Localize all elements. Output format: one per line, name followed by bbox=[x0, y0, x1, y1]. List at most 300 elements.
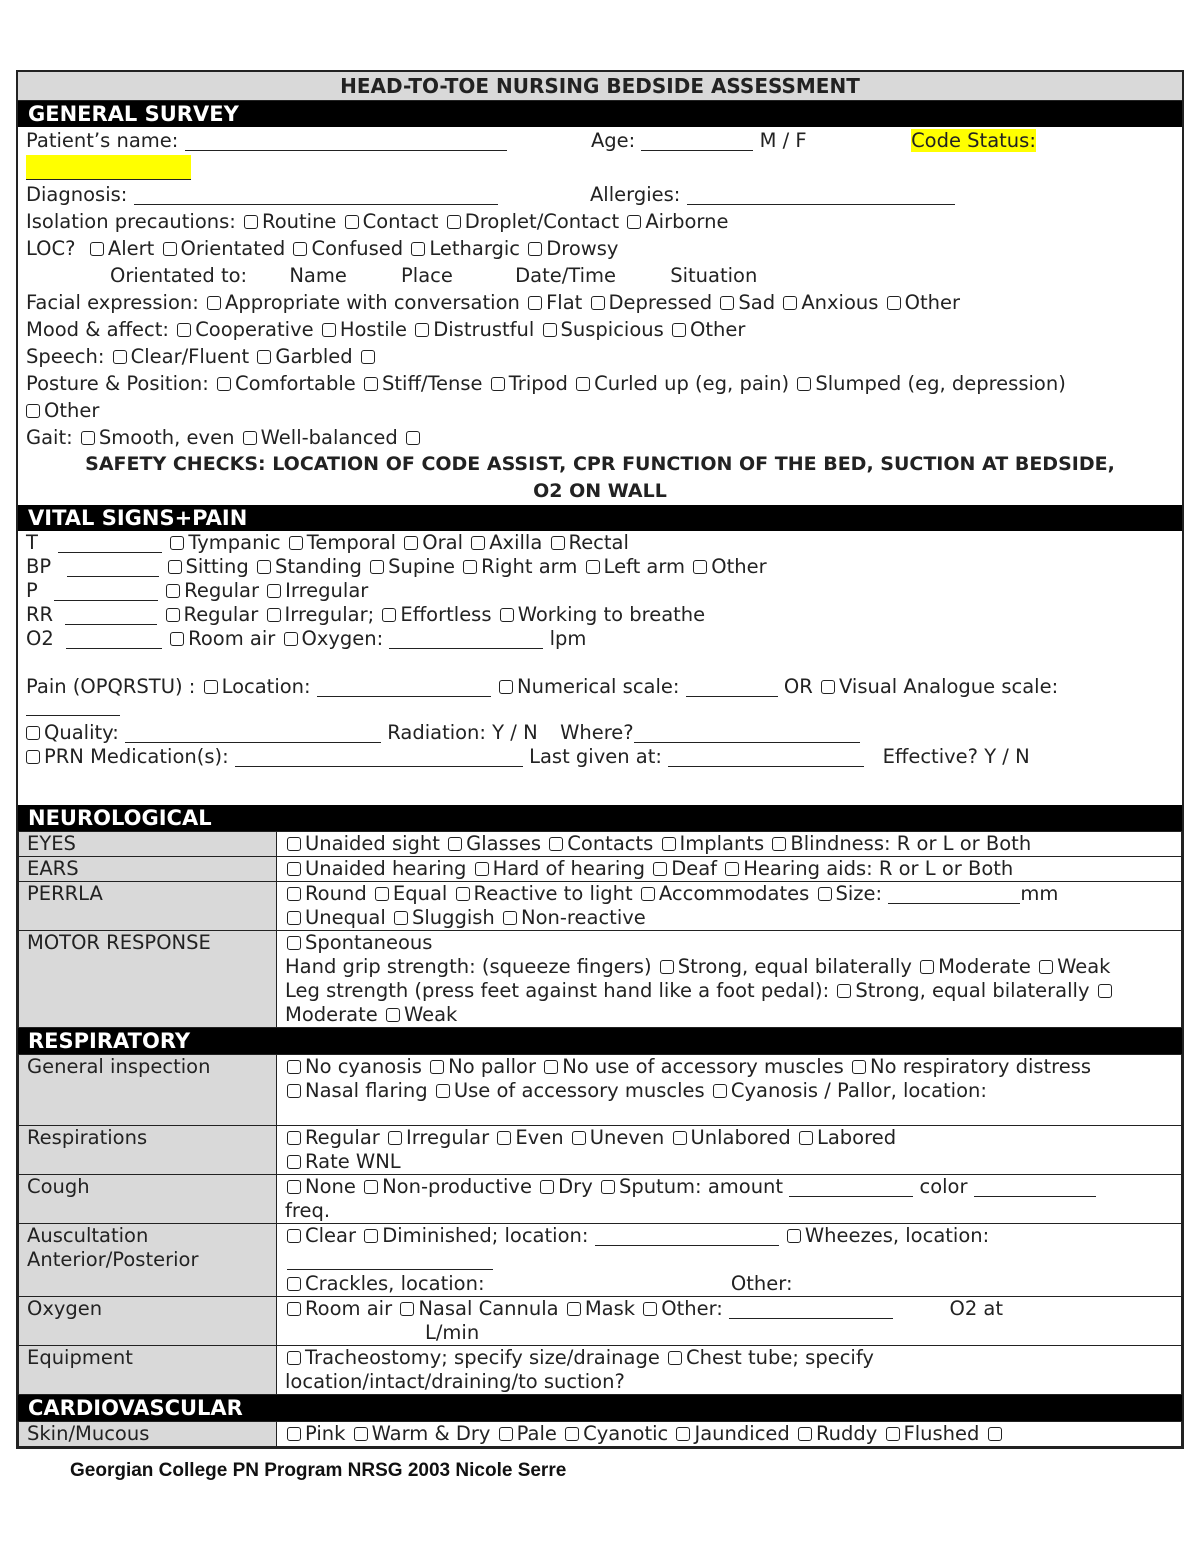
option-label: Even bbox=[515, 1126, 564, 1149]
equipment-label: Equipment bbox=[19, 1346, 277, 1395]
option-label: Regular bbox=[183, 603, 259, 626]
speech-row bbox=[26, 343, 1174, 370]
posture-row bbox=[26, 370, 1174, 397]
option-label: No cyanosis bbox=[305, 1055, 422, 1078]
table-row bbox=[19, 857, 1182, 882]
option-label: Round bbox=[305, 882, 367, 905]
checkbox[interactable] bbox=[204, 680, 218, 694]
checkbox[interactable] bbox=[217, 377, 231, 391]
checkbox[interactable] bbox=[364, 377, 378, 391]
checkbox[interactable] bbox=[400, 1302, 414, 1316]
option-label: Routine bbox=[262, 210, 337, 233]
prn-row bbox=[26, 745, 1174, 769]
option-label: Slumped (eg, depression) bbox=[815, 372, 1066, 395]
cough-label: Cough bbox=[19, 1175, 277, 1224]
checkbox[interactable] bbox=[886, 1427, 900, 1441]
checkbox[interactable] bbox=[660, 960, 674, 974]
checkbox[interactable] bbox=[565, 1427, 579, 1441]
checkbox[interactable] bbox=[163, 242, 177, 256]
pain-location-field[interactable] bbox=[317, 676, 491, 697]
option-label: Use of accessory muscles bbox=[453, 1079, 705, 1102]
facial-row bbox=[26, 289, 1174, 316]
auscultation-label-1: Auscultation bbox=[27, 1224, 149, 1247]
checkbox[interactable] bbox=[293, 242, 307, 256]
checkbox[interactable] bbox=[720, 296, 734, 310]
option-label: Flat bbox=[546, 291, 583, 314]
neuro-table bbox=[18, 831, 1182, 1028]
orient-name[interactable]: Name bbox=[289, 264, 347, 287]
checkbox[interactable] bbox=[244, 215, 258, 229]
checkbox[interactable] bbox=[572, 1131, 586, 1145]
checkbox[interactable] bbox=[818, 887, 832, 901]
diagnosis-row bbox=[26, 181, 1174, 208]
checkbox[interactable] bbox=[267, 608, 281, 622]
checkbox[interactable] bbox=[287, 1155, 301, 1169]
option-label: Hostile bbox=[339, 318, 408, 341]
checkbox[interactable] bbox=[168, 560, 182, 574]
option-label: Other bbox=[904, 291, 960, 314]
respirations-options bbox=[277, 1126, 1182, 1175]
option-label: Airborne bbox=[645, 210, 729, 233]
checkbox[interactable] bbox=[586, 560, 600, 574]
leg-strength-label: Leg strength (press feet against hand like a foot pedal): bbox=[285, 979, 830, 1002]
cough-options bbox=[277, 1175, 1182, 1224]
checkbox[interactable] bbox=[447, 215, 461, 229]
checkbox[interactable] bbox=[544, 1060, 558, 1074]
option-label: Clear/Fluent bbox=[130, 345, 250, 368]
option-label: Droplet/Contact bbox=[464, 210, 620, 233]
sex-field[interactable]: M / F bbox=[759, 129, 807, 152]
auscultation-label-2: Anterior/Posterior bbox=[27, 1248, 199, 1271]
checkbox[interactable] bbox=[499, 1427, 513, 1441]
checkbox[interactable] bbox=[26, 404, 40, 418]
checkbox[interactable] bbox=[783, 296, 797, 310]
checkbox[interactable] bbox=[177, 323, 191, 337]
assessment-form bbox=[16, 70, 1184, 1449]
code-status-label: Code Status: bbox=[911, 129, 1036, 152]
option-label: Room air bbox=[188, 627, 276, 650]
vital-signs-body bbox=[18, 531, 1182, 805]
checkbox[interactable] bbox=[170, 536, 184, 550]
option-label: Jaundiced bbox=[694, 1422, 790, 1445]
option-label: Unequal bbox=[305, 906, 386, 929]
checkbox[interactable] bbox=[837, 984, 851, 998]
checkbox[interactable] bbox=[673, 1131, 687, 1145]
option-label: Dry bbox=[558, 1175, 593, 1198]
perrla-label: PERRLA bbox=[19, 882, 277, 931]
option-label: Cooperative bbox=[195, 318, 314, 341]
option-label: Mask bbox=[584, 1297, 636, 1320]
option-label: Labored bbox=[816, 1126, 897, 1149]
option-label: Crackles, location: bbox=[305, 1272, 485, 1295]
checkbox[interactable] bbox=[406, 431, 420, 445]
age-label: Age: bbox=[590, 129, 636, 152]
checkbox[interactable] bbox=[415, 323, 429, 337]
option-label: No pallor bbox=[448, 1055, 536, 1078]
option-label: Supine bbox=[388, 555, 455, 578]
checkbox[interactable] bbox=[287, 1084, 301, 1098]
checkbox[interactable] bbox=[404, 536, 418, 550]
o2-at-label: O2 at bbox=[949, 1297, 1004, 1320]
checkbox[interactable] bbox=[287, 911, 301, 925]
pulse-row bbox=[26, 579, 1174, 603]
checkbox[interactable] bbox=[243, 431, 257, 445]
checkbox[interactable] bbox=[354, 1427, 368, 1441]
option-label: Regular bbox=[184, 579, 259, 602]
ears-label: EARS bbox=[19, 857, 277, 882]
radiation-field[interactable]: Radiation: Y / N bbox=[387, 721, 538, 744]
checkbox[interactable] bbox=[497, 1131, 511, 1145]
checkbox[interactable] bbox=[772, 837, 786, 851]
option-label: Blindness: R or L or Both bbox=[790, 832, 1032, 855]
sputum-amount-field[interactable] bbox=[789, 1176, 913, 1197]
checkbox[interactable] bbox=[287, 1229, 301, 1243]
checkbox[interactable] bbox=[322, 323, 336, 337]
table-row bbox=[19, 1346, 1182, 1395]
mood-label: Mood & affect: bbox=[26, 318, 169, 341]
checkbox[interactable] bbox=[394, 911, 408, 925]
option-label: Reactive to light bbox=[473, 882, 633, 905]
checkbox[interactable] bbox=[81, 431, 95, 445]
ears-options bbox=[277, 857, 1182, 882]
pupil-size-field[interactable] bbox=[888, 883, 1020, 904]
equipment-line-2: location/intact/draining/to suction? bbox=[285, 1370, 625, 1393]
table-row bbox=[19, 1175, 1182, 1224]
table-row bbox=[19, 832, 1182, 857]
option-label: Well-balanced bbox=[260, 426, 398, 449]
checkbox[interactable] bbox=[289, 536, 303, 550]
option-label: Quality: bbox=[44, 721, 119, 744]
posture-label: Posture & Position: bbox=[26, 372, 209, 395]
checkbox[interactable] bbox=[90, 242, 104, 256]
checkbox[interactable] bbox=[364, 1229, 378, 1243]
or-label: OR bbox=[783, 675, 813, 698]
checkbox[interactable] bbox=[693, 560, 707, 574]
form-title: HEAD-TO-TOE NURSING BEDSIDE ASSESSMENT bbox=[18, 72, 1182, 101]
checkbox[interactable] bbox=[641, 887, 655, 901]
checkbox[interactable] bbox=[345, 215, 359, 229]
checkbox[interactable] bbox=[475, 862, 489, 876]
checkbox[interactable] bbox=[287, 837, 301, 851]
bp-field[interactable] bbox=[67, 556, 159, 577]
checkbox[interactable] bbox=[852, 1060, 866, 1074]
allergies-field[interactable] bbox=[687, 184, 955, 205]
checkbox[interactable] bbox=[113, 350, 127, 364]
checkbox[interactable] bbox=[287, 936, 301, 950]
speech-label: Speech: bbox=[26, 345, 105, 368]
diminished-location-field[interactable] bbox=[595, 1225, 779, 1246]
checkbox[interactable] bbox=[370, 560, 384, 574]
checkbox[interactable] bbox=[166, 608, 180, 622]
bp-row bbox=[26, 555, 1174, 579]
option-label: Weak bbox=[403, 1003, 458, 1026]
checkbox[interactable] bbox=[388, 1131, 402, 1145]
pain-row bbox=[26, 675, 1174, 699]
option-label: Cyanotic bbox=[583, 1422, 669, 1445]
option-label: Wheezes, location: bbox=[804, 1224, 990, 1247]
checkbox[interactable] bbox=[26, 726, 40, 740]
checkbox[interactable] bbox=[797, 377, 811, 391]
rr-field[interactable] bbox=[65, 604, 157, 625]
gait-row bbox=[26, 424, 1174, 451]
checkbox[interactable] bbox=[386, 1008, 400, 1022]
skin-mucous-label: Skin/Mucous bbox=[19, 1422, 277, 1447]
checkbox[interactable] bbox=[364, 1180, 378, 1194]
code-status-row bbox=[26, 154, 1174, 181]
checkbox[interactable] bbox=[257, 350, 271, 364]
numerical-scale-field[interactable] bbox=[686, 676, 778, 697]
option-label: Equal bbox=[392, 882, 448, 905]
diagnosis-field[interactable] bbox=[134, 184, 498, 205]
checkbox[interactable] bbox=[576, 377, 590, 391]
checkbox[interactable] bbox=[287, 1351, 301, 1365]
checkbox[interactable] bbox=[787, 1229, 801, 1243]
checkbox[interactable] bbox=[166, 584, 180, 598]
temp-row bbox=[26, 531, 1174, 555]
checkbox[interactable] bbox=[287, 1180, 301, 1194]
checkbox[interactable] bbox=[988, 1427, 1002, 1441]
motor-options bbox=[277, 931, 1182, 1028]
option-label: Strong, equal bilaterally bbox=[855, 979, 1090, 1002]
eyes-options bbox=[277, 832, 1182, 857]
checkbox[interactable] bbox=[375, 887, 389, 901]
checkbox[interactable] bbox=[287, 1277, 301, 1291]
checkbox[interactable] bbox=[653, 862, 667, 876]
gait-label: Gait: bbox=[26, 426, 73, 449]
checkbox[interactable] bbox=[798, 1427, 812, 1441]
orient-place[interactable]: Place bbox=[401, 264, 453, 287]
checkbox[interactable] bbox=[382, 608, 396, 622]
wheezes-location-field[interactable] bbox=[287, 1249, 493, 1270]
checkbox[interactable] bbox=[287, 1060, 301, 1074]
option-label: Non-reactive bbox=[521, 906, 646, 929]
option-label: Rate WNL bbox=[305, 1150, 401, 1173]
option-label: Tracheostomy; specify size/drainage bbox=[305, 1346, 660, 1369]
checkbox[interactable] bbox=[500, 608, 514, 622]
option-label: Visual Analogue scale: bbox=[839, 675, 1059, 698]
spacer bbox=[26, 769, 1174, 805]
option-label: Oral bbox=[422, 531, 464, 554]
option-label: Axilla bbox=[489, 531, 543, 554]
option-label: Sputum: amount bbox=[618, 1175, 784, 1198]
option-label: Accommodates bbox=[658, 882, 810, 905]
loc-label: LOC? bbox=[26, 237, 76, 260]
skin-mucous-options bbox=[277, 1422, 1182, 1447]
option-label: Uneven bbox=[589, 1126, 665, 1149]
lmin-unit: L/min bbox=[425, 1321, 480, 1344]
mood-row bbox=[26, 316, 1174, 343]
checkbox[interactable] bbox=[549, 837, 563, 851]
checkbox[interactable] bbox=[528, 296, 542, 310]
checkbox[interactable] bbox=[287, 862, 301, 876]
option-label: Unaided hearing bbox=[305, 857, 467, 880]
color-label: color bbox=[919, 1175, 968, 1198]
checkbox[interactable] bbox=[430, 1060, 444, 1074]
checkbox[interactable] bbox=[591, 296, 605, 310]
allergies-label: Allergies: bbox=[589, 183, 681, 206]
checkbox[interactable] bbox=[672, 323, 686, 337]
option-label: Rectal bbox=[568, 531, 629, 554]
last-given-label: Last given at: bbox=[529, 745, 662, 768]
option-label: Warm & Dry bbox=[371, 1422, 491, 1445]
table-row bbox=[19, 931, 1182, 1028]
effective-field[interactable]: Effective? Y / N bbox=[882, 745, 1030, 768]
checkbox[interactable] bbox=[1039, 960, 1053, 974]
section-neurological: NEUROLOGICAL bbox=[18, 805, 1182, 831]
pulse-label: P bbox=[26, 579, 38, 602]
option-label: Contacts bbox=[567, 832, 654, 855]
checkbox[interactable] bbox=[567, 1302, 581, 1316]
option-label: Moderate bbox=[285, 1003, 378, 1026]
code-status-field[interactable] bbox=[26, 155, 191, 180]
section-vital-signs: VITAL SIGNS+PAIN bbox=[18, 505, 1182, 531]
pulse-field[interactable] bbox=[54, 580, 158, 601]
checkbox[interactable] bbox=[471, 536, 485, 550]
orientated-to-row bbox=[26, 262, 1174, 289]
option-label: Glasses bbox=[466, 832, 542, 855]
checkbox[interactable] bbox=[287, 1302, 301, 1316]
option-label: Nasal flaring bbox=[305, 1079, 428, 1102]
table-row bbox=[19, 1224, 1182, 1297]
checkbox[interactable] bbox=[540, 1180, 554, 1194]
checkbox[interactable] bbox=[267, 584, 281, 598]
option-label: Sitting bbox=[185, 555, 249, 578]
checkbox[interactable] bbox=[551, 536, 565, 550]
option-label: Hard of hearing bbox=[492, 857, 645, 880]
checkbox[interactable] bbox=[1098, 984, 1112, 998]
checkbox[interactable] bbox=[676, 1427, 690, 1441]
option-label: No respiratory distress bbox=[870, 1055, 1092, 1078]
option-label: Anxious bbox=[801, 291, 879, 314]
checkbox[interactable] bbox=[503, 911, 517, 925]
option-label: Standing bbox=[275, 555, 362, 578]
option-label: Smooth, even bbox=[98, 426, 235, 449]
temp-field[interactable] bbox=[58, 532, 162, 553]
checkbox[interactable] bbox=[601, 1180, 615, 1194]
option-label: Deaf bbox=[671, 857, 718, 880]
where-label: Where? bbox=[560, 721, 634, 744]
checkbox[interactable] bbox=[887, 296, 901, 310]
option-label: Cyanosis / Pallor, location: bbox=[730, 1079, 987, 1102]
option-label: Room air bbox=[305, 1297, 393, 1320]
loc-row bbox=[26, 235, 1174, 262]
age-field[interactable] bbox=[641, 130, 753, 151]
o2-field[interactable] bbox=[66, 628, 162, 649]
oxygen-lpm-field[interactable] bbox=[389, 628, 543, 649]
perrla-options bbox=[277, 882, 1182, 931]
freq-label: freq. bbox=[285, 1199, 331, 1222]
option-label: Clear bbox=[305, 1224, 356, 1247]
option-label: Moderate bbox=[938, 955, 1031, 978]
rr-label: RR bbox=[26, 603, 54, 626]
footer-text: Georgian College PN Program NRSG 2003 Nicole Serre bbox=[70, 1460, 567, 1481]
oxygen-label: Oxygen bbox=[19, 1297, 277, 1346]
option-label: Irregular bbox=[406, 1126, 490, 1149]
checkbox[interactable] bbox=[287, 1427, 301, 1441]
option-label: Alert bbox=[107, 237, 155, 260]
checkbox[interactable] bbox=[257, 560, 271, 574]
oxygen-options bbox=[277, 1297, 1182, 1346]
checkbox[interactable] bbox=[463, 560, 477, 574]
orient-date-time[interactable]: Date/Time bbox=[515, 264, 617, 287]
checkbox[interactable] bbox=[361, 350, 375, 364]
checkbox[interactable] bbox=[643, 1302, 657, 1316]
resp-table bbox=[18, 1054, 1182, 1395]
option-label: Numerical scale: bbox=[517, 675, 680, 698]
checkbox[interactable] bbox=[543, 323, 557, 337]
checkbox[interactable] bbox=[668, 1351, 682, 1365]
checkbox[interactable] bbox=[799, 1131, 813, 1145]
checkbox[interactable] bbox=[448, 837, 462, 851]
option-label: Pale bbox=[516, 1422, 557, 1445]
prn-field[interactable] bbox=[235, 746, 523, 767]
patient-name-field[interactable] bbox=[185, 130, 507, 151]
section-respiratory: RESPIRATORY bbox=[18, 1028, 1182, 1054]
option-label: Confused bbox=[311, 237, 404, 260]
checkbox[interactable] bbox=[662, 837, 676, 851]
option-label: Orientated bbox=[180, 237, 286, 260]
lpm-unit: lpm bbox=[549, 627, 587, 650]
table-row bbox=[19, 882, 1182, 931]
option-label: Size: bbox=[835, 882, 883, 905]
checkbox[interactable] bbox=[920, 960, 934, 974]
quality-field[interactable] bbox=[125, 722, 381, 743]
checkbox[interactable] bbox=[207, 296, 221, 310]
checkbox[interactable] bbox=[491, 377, 505, 391]
checkbox[interactable] bbox=[713, 1084, 727, 1098]
option-label: Comfortable bbox=[235, 372, 356, 395]
last-given-field[interactable] bbox=[668, 746, 864, 767]
checkbox[interactable] bbox=[436, 1084, 450, 1098]
checkbox[interactable] bbox=[456, 887, 470, 901]
option-label: Other: bbox=[661, 1297, 723, 1320]
option-label: Ruddy bbox=[816, 1422, 878, 1445]
checkbox[interactable] bbox=[170, 632, 184, 646]
checkbox[interactable] bbox=[528, 242, 542, 256]
auscultation-options bbox=[277, 1224, 1182, 1297]
checkbox[interactable] bbox=[26, 750, 40, 764]
checkbox[interactable] bbox=[499, 680, 513, 694]
option-label: Implants bbox=[679, 832, 765, 855]
visual-scale-field[interactable] bbox=[26, 699, 120, 716]
o2-row bbox=[26, 627, 1174, 651]
option-label: Oxygen: bbox=[301, 627, 384, 650]
checkbox[interactable] bbox=[287, 887, 301, 901]
where-field[interactable] bbox=[634, 722, 860, 743]
option-label: Appropriate with conversation bbox=[225, 291, 520, 314]
orient-situation[interactable]: Situation bbox=[670, 264, 758, 287]
oxygen-other-field[interactable] bbox=[729, 1298, 893, 1319]
sputum-color-field[interactable] bbox=[974, 1176, 1096, 1197]
checkbox[interactable] bbox=[725, 862, 739, 876]
option-label: Regular bbox=[305, 1126, 380, 1149]
spacer bbox=[26, 651, 1174, 675]
checkbox[interactable] bbox=[821, 680, 835, 694]
table-row bbox=[19, 1126, 1182, 1175]
option-label: Tripod bbox=[508, 372, 568, 395]
posture-row-2 bbox=[26, 397, 1174, 424]
rr-row bbox=[26, 603, 1174, 627]
option-label: Unaided sight bbox=[305, 832, 440, 855]
eyes-label: EYES bbox=[19, 832, 277, 857]
cardio-table bbox=[18, 1421, 1182, 1447]
checkbox[interactable] bbox=[284, 632, 298, 646]
checkbox[interactable] bbox=[287, 1131, 301, 1145]
orientated-to-label: Orientated to: bbox=[110, 264, 248, 287]
checkbox[interactable] bbox=[627, 215, 641, 229]
section-general-survey: GENERAL SURVEY bbox=[18, 101, 1182, 127]
checkbox[interactable] bbox=[411, 242, 425, 256]
